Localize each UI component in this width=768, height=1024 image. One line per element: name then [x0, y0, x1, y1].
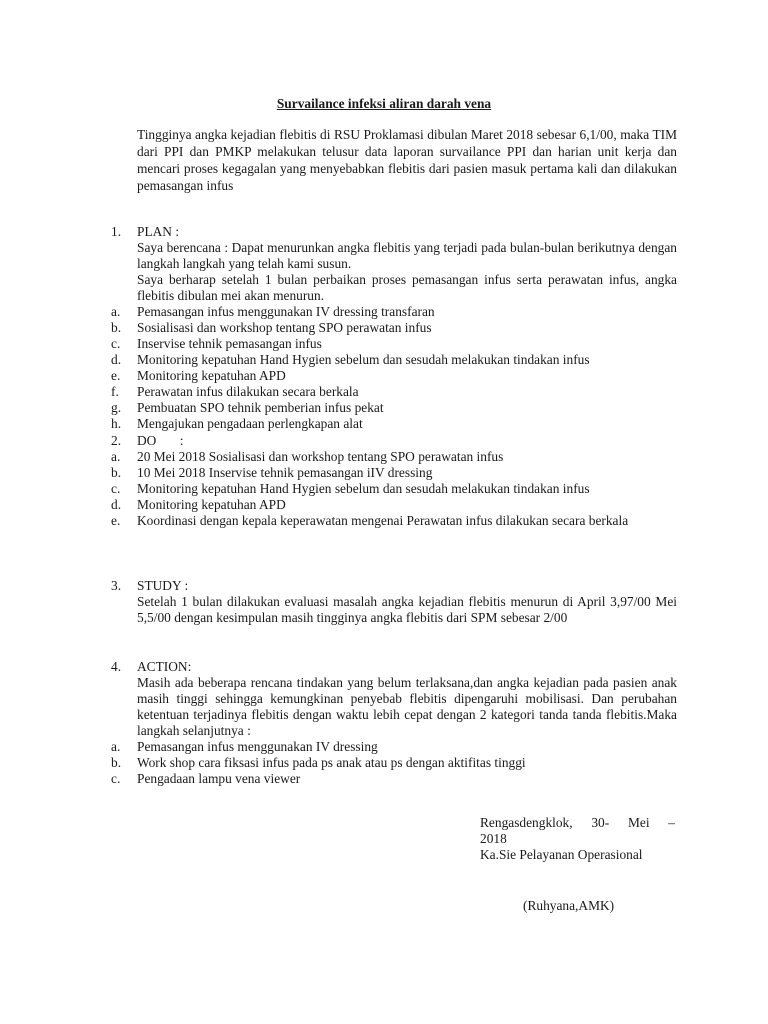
section-plan-heading — [111, 224, 677, 240]
list-letter: c. — [111, 336, 121, 351]
list-item — [91, 449, 677, 465]
list-text: Inservise tehnik pemasangan infus — [137, 336, 322, 351]
section-do-heading — [111, 433, 677, 449]
list-text: Mengajukan pengadaan perlengkapan alat — [137, 416, 363, 431]
signature-name: (Ruhyana,AMK) — [523, 898, 615, 913]
list-item — [91, 320, 677, 336]
list-item — [91, 481, 677, 497]
plan-list — [111, 304, 677, 432]
list-item — [91, 416, 677, 432]
list-letter: d. — [111, 352, 122, 367]
signature-day: 30- — [591, 815, 610, 830]
list-item — [91, 771, 677, 787]
signature-dash: – — [668, 815, 675, 830]
list-text: Perawatan infus dilakukan secara berkala — [137, 384, 359, 399]
list-text: Monitoring kepatuhan APD — [137, 497, 286, 512]
list-text: Monitoring kepatuhan Hand Hygien sebelum dan sesudah melakukan tindakan infus — [137, 352, 590, 367]
list-item — [91, 304, 677, 320]
section-do — [111, 433, 677, 529]
section-label: DO : — [137, 433, 184, 448]
list-letter: b. — [111, 320, 122, 335]
list-letter: h. — [111, 416, 122, 431]
list-letter: f. — [111, 384, 119, 399]
list-item — [91, 755, 677, 771]
list-item — [91, 352, 677, 368]
study-paragraph: Setelah 1 bulan dilakukan evaluasi masalah angka kejadian flebitis menurun di April 3,97/00 Mei 5,5/00 dengan kesimpulan masih tingginya angka flebitis dari SPM sebesar 2/00 — [137, 594, 677, 625]
list-letter: c. — [111, 481, 121, 496]
plan-paragraph-1: Saya berencana : Dapat menurunkan angka flebitis yang terjadi pada bulan-bulan berikutnya dengan langkah langkah yang telah kami susun. — [137, 240, 677, 271]
list-text: Pembuatan SPO tehnik pemberian infus pekat — [137, 400, 384, 415]
list-item — [91, 384, 677, 400]
list-letter: c. — [111, 771, 121, 786]
plan-paragraph-2: Saya berharap setelah 1 bulan perbaikan proses pemasangan infus serta perawatan infus, angka flebitis dibulan mei akan menurun. — [137, 272, 677, 303]
list-letter: a. — [111, 739, 121, 754]
list-item — [91, 513, 677, 529]
list-text: Sosialisasi dan workshop tentang SPO perawatan infus — [137, 320, 432, 335]
section-study — [111, 578, 677, 626]
list-text: Pemasangan infus menggunakan IV dressing transfaran — [137, 304, 435, 319]
signature-year: 2018 — [480, 831, 507, 846]
section-number: 4. — [111, 659, 122, 674]
action-list — [111, 739, 677, 787]
list-letter: d. — [111, 497, 122, 512]
section-action-heading — [111, 659, 677, 675]
section-number: 1. — [111, 224, 122, 239]
section-study-heading — [111, 578, 677, 594]
section-plan — [111, 224, 677, 432]
list-letter: e. — [111, 368, 121, 383]
list-letter: g. — [111, 400, 122, 415]
signature-position: Ka.Sie Pelayanan Operasional — [480, 847, 643, 862]
list-text: Pemasangan infus menggunakan IV dressing — [137, 739, 378, 754]
list-item — [91, 497, 677, 513]
signature-month: Mei — [627, 815, 650, 830]
signature-place: Rengasdengklok, — [480, 815, 573, 830]
list-item — [91, 336, 677, 352]
list-text: Monitoring kepatuhan APD — [137, 368, 286, 383]
list-letter: a. — [111, 304, 121, 319]
document-title: Survailance infeksi aliran darah vena — [276, 96, 492, 111]
list-letter: b. — [111, 755, 122, 770]
list-letter: a. — [111, 449, 121, 464]
list-item — [91, 465, 677, 481]
list-text: Work shop cara fiksasi infus pada ps anak atau ps dengan aktifitas tinggi — [137, 755, 526, 770]
list-item — [91, 739, 677, 755]
section-action — [111, 659, 677, 787]
list-letter: e. — [111, 513, 121, 528]
list-text: 20 Mei 2018 Sosialisasi dan workshop tentang SPO perawatan infus — [137, 449, 504, 464]
section-number: 2. — [111, 433, 122, 448]
list-text: Monitoring kepatuhan Hand Hygien sebelum dan sesudah melakukan tindakan infus — [137, 481, 590, 496]
list-text: 10 Mei 2018 Inservise tehnik pemasangan iIV dressing — [137, 465, 433, 480]
list-letter: b. — [111, 465, 122, 480]
signature-block — [480, 815, 675, 863]
section-number: 3. — [111, 578, 122, 593]
list-item — [91, 368, 677, 384]
intro-paragraph: Tingginya angka kejadian flebitis di RSU Proklamasi dibulan Maret 2018 sebesar 6,1/00, maka TIM dari PPI dan PMKP melakukan telusur data laporan survailance PPI dan harian unit kerja dan mencari proses kegagalan yang menyebabkan flebitis dari pasien masuk pertama kali dan dilakukan pemasangan infus — [137, 127, 677, 193]
section-label: ACTION: — [137, 659, 192, 674]
list-text: Pengadaan lampu vena viewer — [137, 771, 301, 786]
action-paragraph: Masih ada beberapa rencana tindakan yang belum terlaksana,dan angka kejadian pada pasien anak masih tinggi sehingga kemungkinan penyebab flebitis dipengaruhi mobilisasi. Dan perubahan ketentuan terjadinya flebitis dengan waktu lebih cepat dengan 2 kategori tanda tanda flebitis.Maka langkah selanjutnya : — [137, 675, 677, 738]
signature-place-date — [480, 815, 675, 831]
do-list — [111, 449, 677, 529]
section-label: PLAN : — [137, 224, 180, 239]
list-item — [91, 400, 677, 416]
list-text: Koordinasi dengan kepala keperawatan mengenai Perawatan infus dilakukan secara berkala — [137, 513, 629, 528]
section-label: STUDY : — [137, 578, 189, 593]
